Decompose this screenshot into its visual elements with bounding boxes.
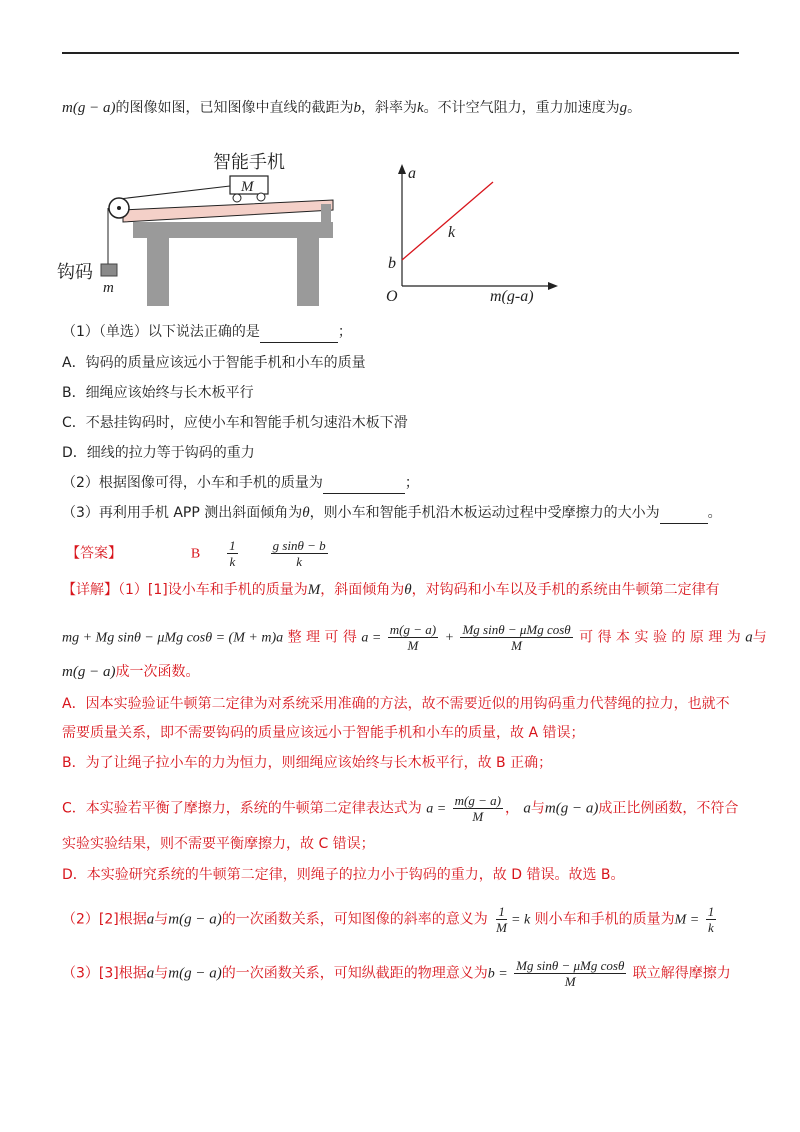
expr-m-g-minus-a-c: m(g − a) bbox=[544, 800, 599, 817]
slope-fraction-numerator: 1 bbox=[498, 904, 505, 919]
question-3-end: 。 bbox=[707, 505, 722, 521]
axis-y-label: a bbox=[408, 165, 416, 182]
fraction-2-denominator: M bbox=[511, 638, 522, 653]
question-1-text: （1）（单选）以下说法正确的是 bbox=[62, 324, 260, 340]
y-axis-arrow bbox=[398, 164, 406, 174]
solution-line-3 bbox=[62, 662, 199, 682]
intercept-fraction bbox=[514, 958, 626, 989]
fraction-1-denominator: M bbox=[407, 638, 419, 653]
c-fraction-denominator: M bbox=[472, 809, 484, 824]
data-line bbox=[402, 182, 493, 260]
expr-m-g-minus-a-3: m(g − a) bbox=[168, 965, 222, 982]
answer-blank-1[interactable] bbox=[260, 322, 338, 343]
equation-b-equals: b = bbox=[487, 966, 508, 982]
solution-text-1a: （1）[1]设小车和手机的质量为 bbox=[118, 582, 308, 598]
fraction-1-numerator: m(g − a) bbox=[389, 622, 437, 637]
expr-m-g-minus-a: m(g − a) bbox=[62, 100, 116, 116]
mass-fraction-numerator: 1 bbox=[707, 904, 715, 919]
fraction-2-numerator: Mg sinθ − μMg cosθ bbox=[462, 622, 571, 637]
solution-2-text-d: 则小车和手机的质量为 bbox=[534, 911, 675, 928]
option-a: A．钩码的质量应该远小于智能手机和小车的质量 bbox=[62, 355, 366, 371]
mass-fraction bbox=[706, 904, 717, 935]
solution-line-2 bbox=[62, 622, 767, 653]
intro-line bbox=[62, 98, 641, 118]
solution-3-text-b: 与 bbox=[154, 965, 169, 982]
solution-2-text-c: 的一次函数关系，可知图像的斜率的意义为 bbox=[221, 911, 488, 928]
symbol-g: g bbox=[619, 100, 628, 116]
equation-M-equals: M = bbox=[674, 912, 700, 928]
expr-m-g-minus-a-2b: m(g − a) bbox=[168, 911, 222, 928]
intro-text-2: ，斜率为 bbox=[360, 100, 417, 116]
equation-fraction-1 bbox=[388, 622, 438, 653]
solution-part-3 bbox=[62, 958, 731, 989]
equation-fraction-2 bbox=[460, 622, 572, 653]
phone-label: 智能手机 bbox=[213, 152, 285, 172]
solution-option-b: B．为了让绳子拉小车的力为恒力，则细绳应该始终与长木板平行，故 B 正确； bbox=[62, 755, 553, 771]
symbol-theta: θ bbox=[302, 505, 310, 521]
solution-option-a-line-2: 需要质量关系，即不需要钩码的质量应该远小于智能手机和小车的质量，故 A 错误； bbox=[62, 725, 585, 741]
slope-label: k bbox=[448, 224, 456, 241]
mass-fraction-denominator: k bbox=[708, 920, 714, 935]
solution-2-text-b: 与 bbox=[154, 911, 169, 928]
solution-3-text-d: 联立解得摩擦力 bbox=[632, 965, 731, 982]
solution-option-c-line-2: 实验实验结果，则不需要平衡摩擦力，故 C 错误； bbox=[62, 836, 375, 852]
solution-3-text-c: 的一次函数关系，可知纵截距的物理意义为 bbox=[221, 965, 488, 982]
intro-text-1: 的图像如图，已知图像中直线的截距为 bbox=[115, 100, 354, 116]
table-top bbox=[133, 222, 333, 238]
question-1-end: ； bbox=[337, 324, 352, 340]
equation-newton: mg + Mg sinθ − μMg cosθ = (M + m)a bbox=[62, 630, 284, 646]
solution-3-text-a: （3）[3]根据 bbox=[62, 965, 147, 982]
answer-friction-denominator: k bbox=[296, 554, 302, 569]
answer-label: 【答案】 bbox=[66, 545, 122, 562]
solution-line-1 bbox=[62, 580, 720, 600]
cart-wheel-right bbox=[257, 193, 265, 201]
slope-fraction bbox=[494, 904, 509, 935]
question-1 bbox=[62, 322, 352, 343]
answer-blank-2[interactable] bbox=[323, 473, 405, 494]
c-fraction-numerator: m(g − a) bbox=[454, 793, 501, 808]
expr-m-g-minus-a-2: m(g − a) bbox=[62, 664, 116, 680]
symbol-a-2: a bbox=[146, 911, 155, 928]
solution-c-text-b: 与 bbox=[530, 800, 545, 817]
answer-mass-numerator: 1 bbox=[229, 538, 236, 553]
axis-x-label: m(g-a) bbox=[490, 288, 534, 304]
intercept-fraction-numerator: Mg sinθ − μMg cosθ bbox=[516, 958, 625, 973]
question-2-end: ； bbox=[404, 475, 419, 491]
answer-friction-fraction bbox=[271, 538, 328, 569]
cart-label: M bbox=[241, 179, 254, 195]
cart-wheel-left bbox=[233, 194, 241, 202]
intro-text-3: 。不计空气阻力，重力加速度为 bbox=[423, 100, 620, 116]
question-3-text-a: （3）再利用手机 APP 测出斜面倾角为 bbox=[62, 505, 303, 521]
intercept-label: b bbox=[388, 255, 396, 272]
board-support bbox=[321, 204, 331, 222]
answer-mass-fraction bbox=[227, 538, 238, 569]
graph-figure bbox=[380, 162, 560, 304]
hook-weight bbox=[101, 264, 117, 276]
intro-text-4: 。 bbox=[627, 100, 642, 116]
c-comma: ， bbox=[504, 800, 519, 817]
solution-label: 【详解】 bbox=[62, 582, 118, 598]
symbol-a: a bbox=[745, 629, 753, 646]
solution-option-c-line-1 bbox=[62, 793, 738, 824]
symbol-a-3: a bbox=[146, 965, 155, 982]
solution-part-2 bbox=[62, 904, 718, 935]
hook-mass-label: m bbox=[103, 280, 114, 296]
solution-text-1c: ，对钩码和小车以及手机的系统由牛顿第二定律有 bbox=[411, 582, 720, 598]
header-rule bbox=[62, 52, 739, 54]
symbol-theta-2: θ bbox=[404, 582, 412, 598]
answer-mass-denominator: k bbox=[229, 554, 236, 569]
solution-2-text-a: （2）[2]根据 bbox=[62, 911, 147, 928]
solution-c-text-a: C．本实验若平衡了摩擦力，系统的牛顿第二定律表达式为 bbox=[62, 800, 422, 817]
slope-fraction-denominator: M bbox=[496, 920, 507, 935]
origin-label: O bbox=[386, 288, 398, 304]
option-d: D．细线的拉力等于钩码的重力 bbox=[62, 445, 255, 461]
answer-choice: B bbox=[190, 546, 201, 562]
table-leg-left bbox=[147, 238, 169, 306]
solution-text-2c: 与 bbox=[752, 629, 767, 646]
equation-a-equals: a = bbox=[361, 630, 382, 646]
equation-c-a-equals: a = bbox=[426, 801, 447, 817]
apparatus-figure bbox=[55, 146, 355, 306]
solution-option-a-line-1: A．因本实验验证牛顿第二定律为对系统采用准确的方法，故不需要近似的用钩码重力代替绳的拉力，也就不 bbox=[62, 696, 730, 712]
table-leg-right bbox=[297, 238, 319, 306]
inclined-board bbox=[123, 200, 333, 222]
question-3-text-b: ，则小车和智能手机沿木板运动过程中受摩擦力的大小为 bbox=[309, 505, 660, 521]
hook-label: 钩码 bbox=[57, 262, 93, 282]
option-c: C．不悬挂钩码时，应使小车和智能手机匀速沿木板下滑 bbox=[62, 415, 408, 431]
answer-blank-3[interactable] bbox=[660, 503, 708, 524]
pulley-axle bbox=[117, 206, 121, 210]
string-top bbox=[119, 186, 230, 199]
equals-k: = k bbox=[511, 912, 531, 928]
solution-c-text-c: 成正比例函数，不符合 bbox=[598, 800, 739, 817]
intercept-fraction-denominator: M bbox=[564, 974, 576, 989]
equation-plus: + bbox=[444, 630, 455, 646]
question-3 bbox=[62, 503, 722, 524]
solution-text-1b: ，斜面倾角为 bbox=[320, 582, 405, 598]
symbol-k: k bbox=[416, 100, 424, 116]
question-2-text: （2）根据图像可得，小车和手机的质量为 bbox=[62, 475, 323, 491]
option-b: B．细绳应该始终与长木板平行 bbox=[62, 385, 254, 401]
solution-text-3: 成一次函数。 bbox=[115, 664, 200, 680]
symbol-M: M bbox=[307, 582, 321, 598]
symbol-a-c: a bbox=[523, 800, 531, 817]
symbol-b: b bbox=[353, 100, 361, 116]
answer-friction-numerator: g sinθ − b bbox=[272, 538, 326, 553]
question-2 bbox=[62, 473, 419, 494]
x-axis-arrow bbox=[548, 282, 558, 290]
solution-text-2a: 整 理 可 得 bbox=[287, 629, 357, 646]
solution-option-d: D．本实验研究系统的牛顿第二定律，则绳子的拉力小于钩码的重力，故 D 错误。故选 B。 bbox=[62, 867, 625, 883]
solution-text-2b: 可 得 本 实 验 的 原 理 为 bbox=[579, 629, 741, 646]
equation-c-fraction bbox=[453, 793, 503, 824]
answer-row bbox=[66, 538, 330, 569]
